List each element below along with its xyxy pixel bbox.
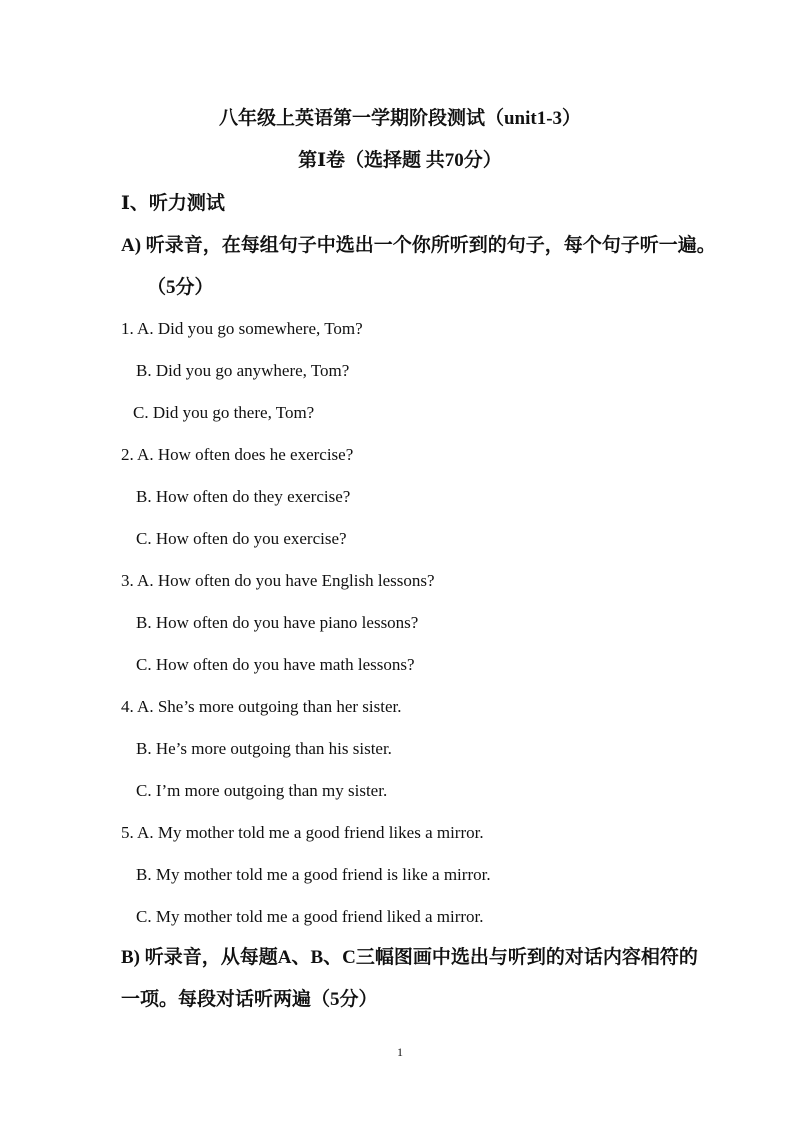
question-4-option-b: B. He’s more outgoing than his sister. xyxy=(136,739,392,758)
question-1-option-b: B. Did you go anywhere, Tom? xyxy=(136,361,350,380)
part-a-instruction-line2: （5分） xyxy=(147,277,214,298)
question-5-option-b: B. My mother told me a good friend is like a mirror. xyxy=(136,865,491,884)
document-title: 八年级上英语第一学期阶段测试（unit1-3） xyxy=(218,108,582,129)
part-a-instruction-line1: A) 听录音，在每组句子中选出一个你所听到的句子，每个句子听一遍。 xyxy=(121,235,716,256)
question-4-option-c: C. I’m more outgoing than my sister. xyxy=(136,781,388,800)
question-3-option-b: B. How often do you have piano lessons? xyxy=(136,613,419,632)
question-4-option-a: 4. A. She’s more outgoing than her sister. xyxy=(121,697,402,716)
question-1-option-c: C. Did you go there, Tom? xyxy=(133,403,315,422)
question-1-option-a: 1. A. Did you go somewhere, Tom? xyxy=(121,319,363,338)
section-heading-listening: Ⅰ、听力测试 xyxy=(121,193,225,214)
question-3-option-a: 3. A. How often do you have English lessons? xyxy=(121,571,435,590)
question-2-option-c: C. How often do you exercise? xyxy=(136,529,347,548)
question-2-option-b: B. How often do they exercise? xyxy=(136,487,351,506)
question-5-option-c: C. My mother told me a good friend liked a mirror. xyxy=(136,907,484,926)
document-subtitle: 第Ⅰ卷（选择题 共70分） xyxy=(298,150,502,171)
question-2-option-a: 2. A. How often does he exercise? xyxy=(121,445,354,464)
part-b-instruction-line1: B) 听录音，从每题A、B、C三幅图画中选出与听到的对话内容相符的 xyxy=(121,947,698,968)
question-5-option-a: 5. A. My mother told me a good friend likes a mirror. xyxy=(121,823,484,842)
page-number: 1 xyxy=(397,1045,403,1059)
part-b-instruction-line2: 一项。每段对话听两遍（5分） xyxy=(121,989,378,1010)
question-3-option-c: C. How often do you have math lessons? xyxy=(136,655,415,674)
